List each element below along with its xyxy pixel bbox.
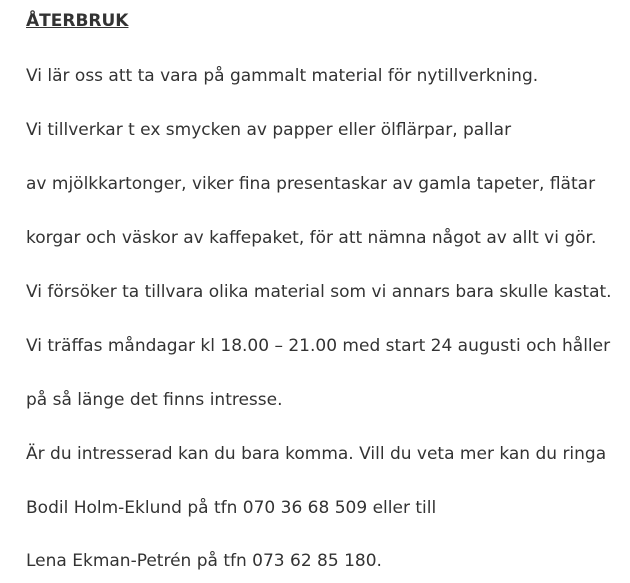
paragraph-line: Vi försöker ta tillvara olika material som vi annars bara skulle kastat.: [26, 282, 612, 302]
paragraph-line: Bodil Holm-Eklund på tfn 070 36 68 509 eller till: [26, 498, 437, 518]
paragraph-line: Vi träffas måndagar kl 18.00 – 21.00 med start 24 augusti och håller: [26, 336, 611, 356]
article-heading: ÅTERBRUK: [26, 11, 129, 31]
paragraph-line: korgar och väskor av kaffepaket, för att nämna något av allt vi gör.: [26, 228, 597, 248]
paragraph-line: Vi tillverkar t ex smycken av papper eller ölflärpar, pallar: [26, 120, 512, 140]
paragraph-line: av mjölkkartonger, viker fina presentaskar av gamla tapeter, flätar: [26, 174, 596, 194]
paragraph-line: på så länge det finns intresse.: [26, 390, 283, 410]
paragraph-line: Vi lär oss att ta vara på gammalt material för nytillverkning.: [26, 66, 539, 86]
paragraph-line: Lena Ekman-Petrén på tfn 073 62 85 180.: [26, 551, 382, 571]
paragraph-line: Är du intresserad kan du bara komma. Vill du veta mer kan du ringa: [26, 444, 607, 464]
